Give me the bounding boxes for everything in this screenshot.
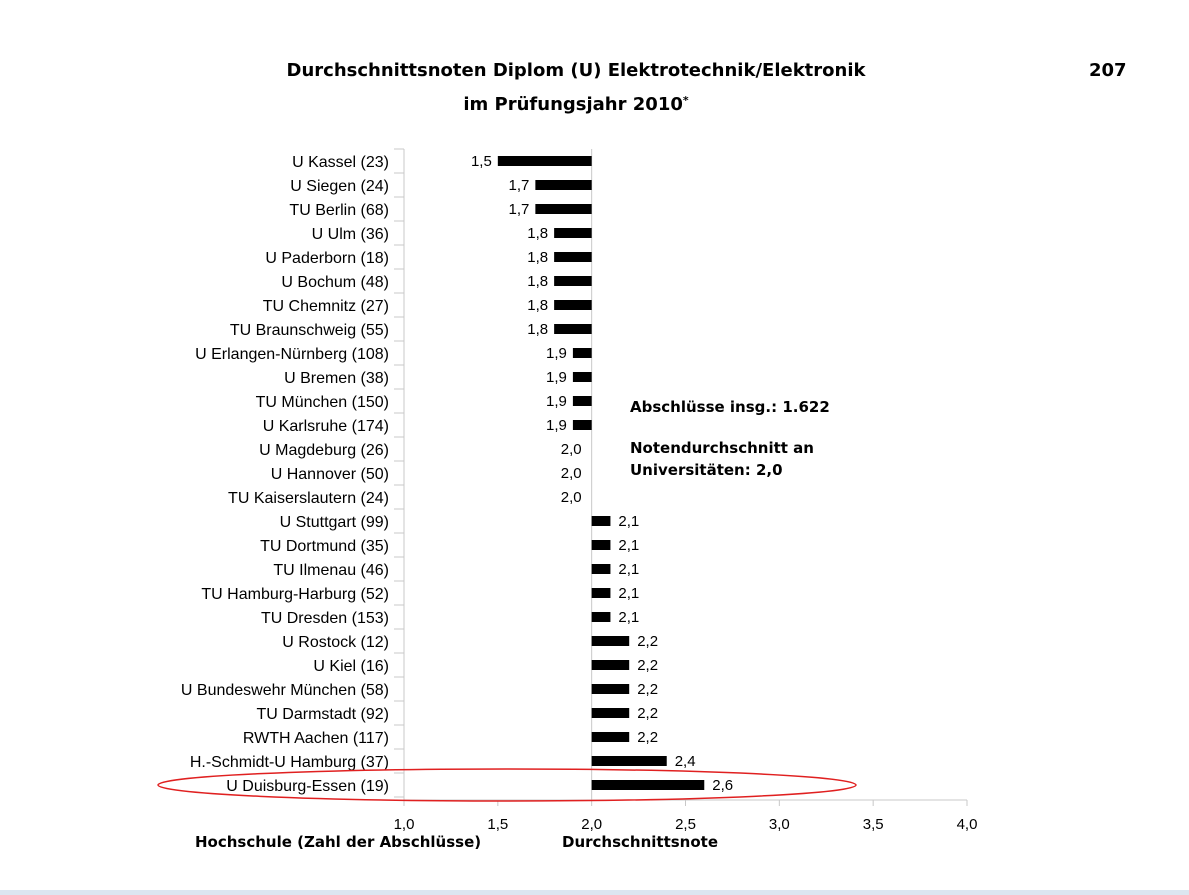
value-label: 2,2 bbox=[637, 681, 659, 698]
bar bbox=[592, 564, 611, 574]
x-axis-label: Durchschnittsnote bbox=[562, 833, 719, 851]
bar bbox=[592, 708, 630, 718]
bar bbox=[592, 684, 630, 694]
category-label: TU Berlin (68) bbox=[289, 202, 389, 219]
category-label: U Karlsruhe (174) bbox=[262, 418, 389, 435]
value-label: 1,9 bbox=[546, 345, 567, 362]
category-label: U Ulm (36) bbox=[311, 226, 389, 243]
bar bbox=[592, 756, 667, 766]
bar bbox=[592, 588, 611, 598]
bar bbox=[592, 612, 611, 622]
value-label: 2,1 bbox=[618, 561, 640, 578]
value-label: 1,7 bbox=[508, 201, 530, 218]
category-label: TU Dortmund (35) bbox=[260, 538, 389, 555]
bar bbox=[573, 372, 592, 382]
value-label: 2,2 bbox=[637, 633, 659, 650]
chart-title: Durchschnittsnoten Diplom (U) Elektrotechnik/Elektronik bbox=[286, 60, 866, 81]
value-label: 2,0 bbox=[560, 465, 582, 482]
window-bottom-edge bbox=[0, 890, 1189, 895]
value-label: 1,8 bbox=[527, 225, 549, 242]
value-label: 2,0 bbox=[560, 441, 582, 458]
value-label: 1,9 bbox=[546, 393, 567, 410]
value-label: 2,1 bbox=[618, 585, 640, 602]
x-tick-labels bbox=[394, 816, 978, 833]
bar bbox=[535, 180, 591, 190]
bar bbox=[498, 156, 592, 166]
category-label: U Stuttgart (99) bbox=[279, 514, 389, 531]
category-label: TU Hamburg-Harburg (52) bbox=[201, 586, 389, 603]
bar bbox=[592, 540, 611, 550]
value-label: 2,1 bbox=[618, 609, 640, 626]
value-label: 1,8 bbox=[527, 321, 549, 338]
footnote-mark: * bbox=[682, 94, 689, 107]
value-label: 2,2 bbox=[637, 657, 659, 674]
category-label: U Duisburg-Essen (19) bbox=[226, 778, 389, 795]
x-tick-label: 2,5 bbox=[675, 816, 696, 833]
bar bbox=[535, 204, 591, 214]
bar bbox=[554, 276, 592, 286]
chart-subtitle-text: im Prüfungsjahr 2010 bbox=[463, 94, 683, 115]
category-label: U Kassel (23) bbox=[292, 154, 389, 171]
value-label: 1,9 bbox=[546, 369, 567, 386]
bar bbox=[592, 636, 630, 646]
value-label: 2,0 bbox=[560, 489, 582, 506]
value-label: 2,4 bbox=[674, 753, 696, 770]
total-degrees-note: Abschlüsse insg.: 1.622 bbox=[630, 398, 830, 416]
bar bbox=[573, 396, 592, 406]
category-label: U Bundeswehr München (58) bbox=[180, 682, 389, 699]
x-tick-label: 1,0 bbox=[393, 816, 415, 833]
category-label: U Bremen (38) bbox=[284, 370, 389, 387]
category-label: U Rostock (12) bbox=[282, 634, 389, 651]
bar bbox=[554, 228, 592, 238]
category-label: TU München (150) bbox=[255, 394, 389, 411]
x-tick-label: 3,5 bbox=[862, 816, 884, 833]
category-label: U Erlangen-Nürnberg (108) bbox=[195, 346, 389, 363]
value-label: 2,1 bbox=[618, 513, 640, 530]
bar bbox=[592, 660, 630, 670]
bar bbox=[554, 300, 592, 310]
x-tick-label: 2,0 bbox=[581, 816, 603, 833]
category-label: RWTH Aachen (117) bbox=[242, 730, 389, 747]
value-label: 1,7 bbox=[508, 177, 530, 194]
category-label: TU Ilmenau (46) bbox=[273, 562, 389, 579]
category-label: H.-Schmidt-U Hamburg (37) bbox=[189, 754, 389, 771]
value-label: 1,5 bbox=[470, 153, 492, 170]
bar bbox=[573, 348, 592, 358]
value-label: 2,6 bbox=[712, 777, 734, 794]
value-label: 1,9 bbox=[546, 417, 567, 434]
category-label: TU Chemnitz (27) bbox=[262, 298, 389, 315]
bar bbox=[592, 780, 705, 790]
average-note-line2: Universitäten: 2,0 bbox=[630, 461, 783, 479]
bar bbox=[592, 516, 611, 526]
value-label: 2,2 bbox=[637, 705, 659, 722]
category-label: TU Braunschweig (55) bbox=[229, 322, 389, 339]
category-label: U Kiel (16) bbox=[313, 658, 389, 675]
category-label: U Bochum (48) bbox=[281, 274, 389, 291]
category-label: U Hannover (50) bbox=[270, 466, 389, 483]
x-tick-label: 4,0 bbox=[956, 816, 978, 833]
value-label: 1,8 bbox=[527, 249, 549, 266]
value-label: 2,2 bbox=[637, 729, 659, 746]
y-axis-label: Hochschule (Zahl der Abschlüsse) bbox=[195, 833, 482, 851]
category-labels bbox=[181, 154, 389, 795]
bar bbox=[592, 732, 630, 742]
page-number: 207 bbox=[1089, 60, 1127, 81]
category-label: U Paderborn (18) bbox=[265, 250, 389, 267]
category-label: TU Kaiserslautern (24) bbox=[228, 490, 389, 507]
average-note-line1: Notendurchschnitt an bbox=[630, 439, 814, 457]
x-tick-label: 1,5 bbox=[487, 816, 509, 833]
category-label: U Magdeburg (26) bbox=[259, 442, 389, 459]
x-tick-label: 3,0 bbox=[768, 816, 790, 833]
bar bbox=[554, 324, 592, 334]
value-label: 2,1 bbox=[618, 537, 640, 554]
category-label: TU Dresden (153) bbox=[260, 610, 389, 627]
value-label: 1,8 bbox=[527, 273, 549, 290]
value-label: 1,8 bbox=[527, 297, 549, 314]
category-label: TU Darmstadt (92) bbox=[256, 706, 389, 723]
bar bbox=[554, 252, 592, 262]
category-label: U Siegen (24) bbox=[290, 178, 389, 195]
bar bbox=[573, 420, 592, 430]
